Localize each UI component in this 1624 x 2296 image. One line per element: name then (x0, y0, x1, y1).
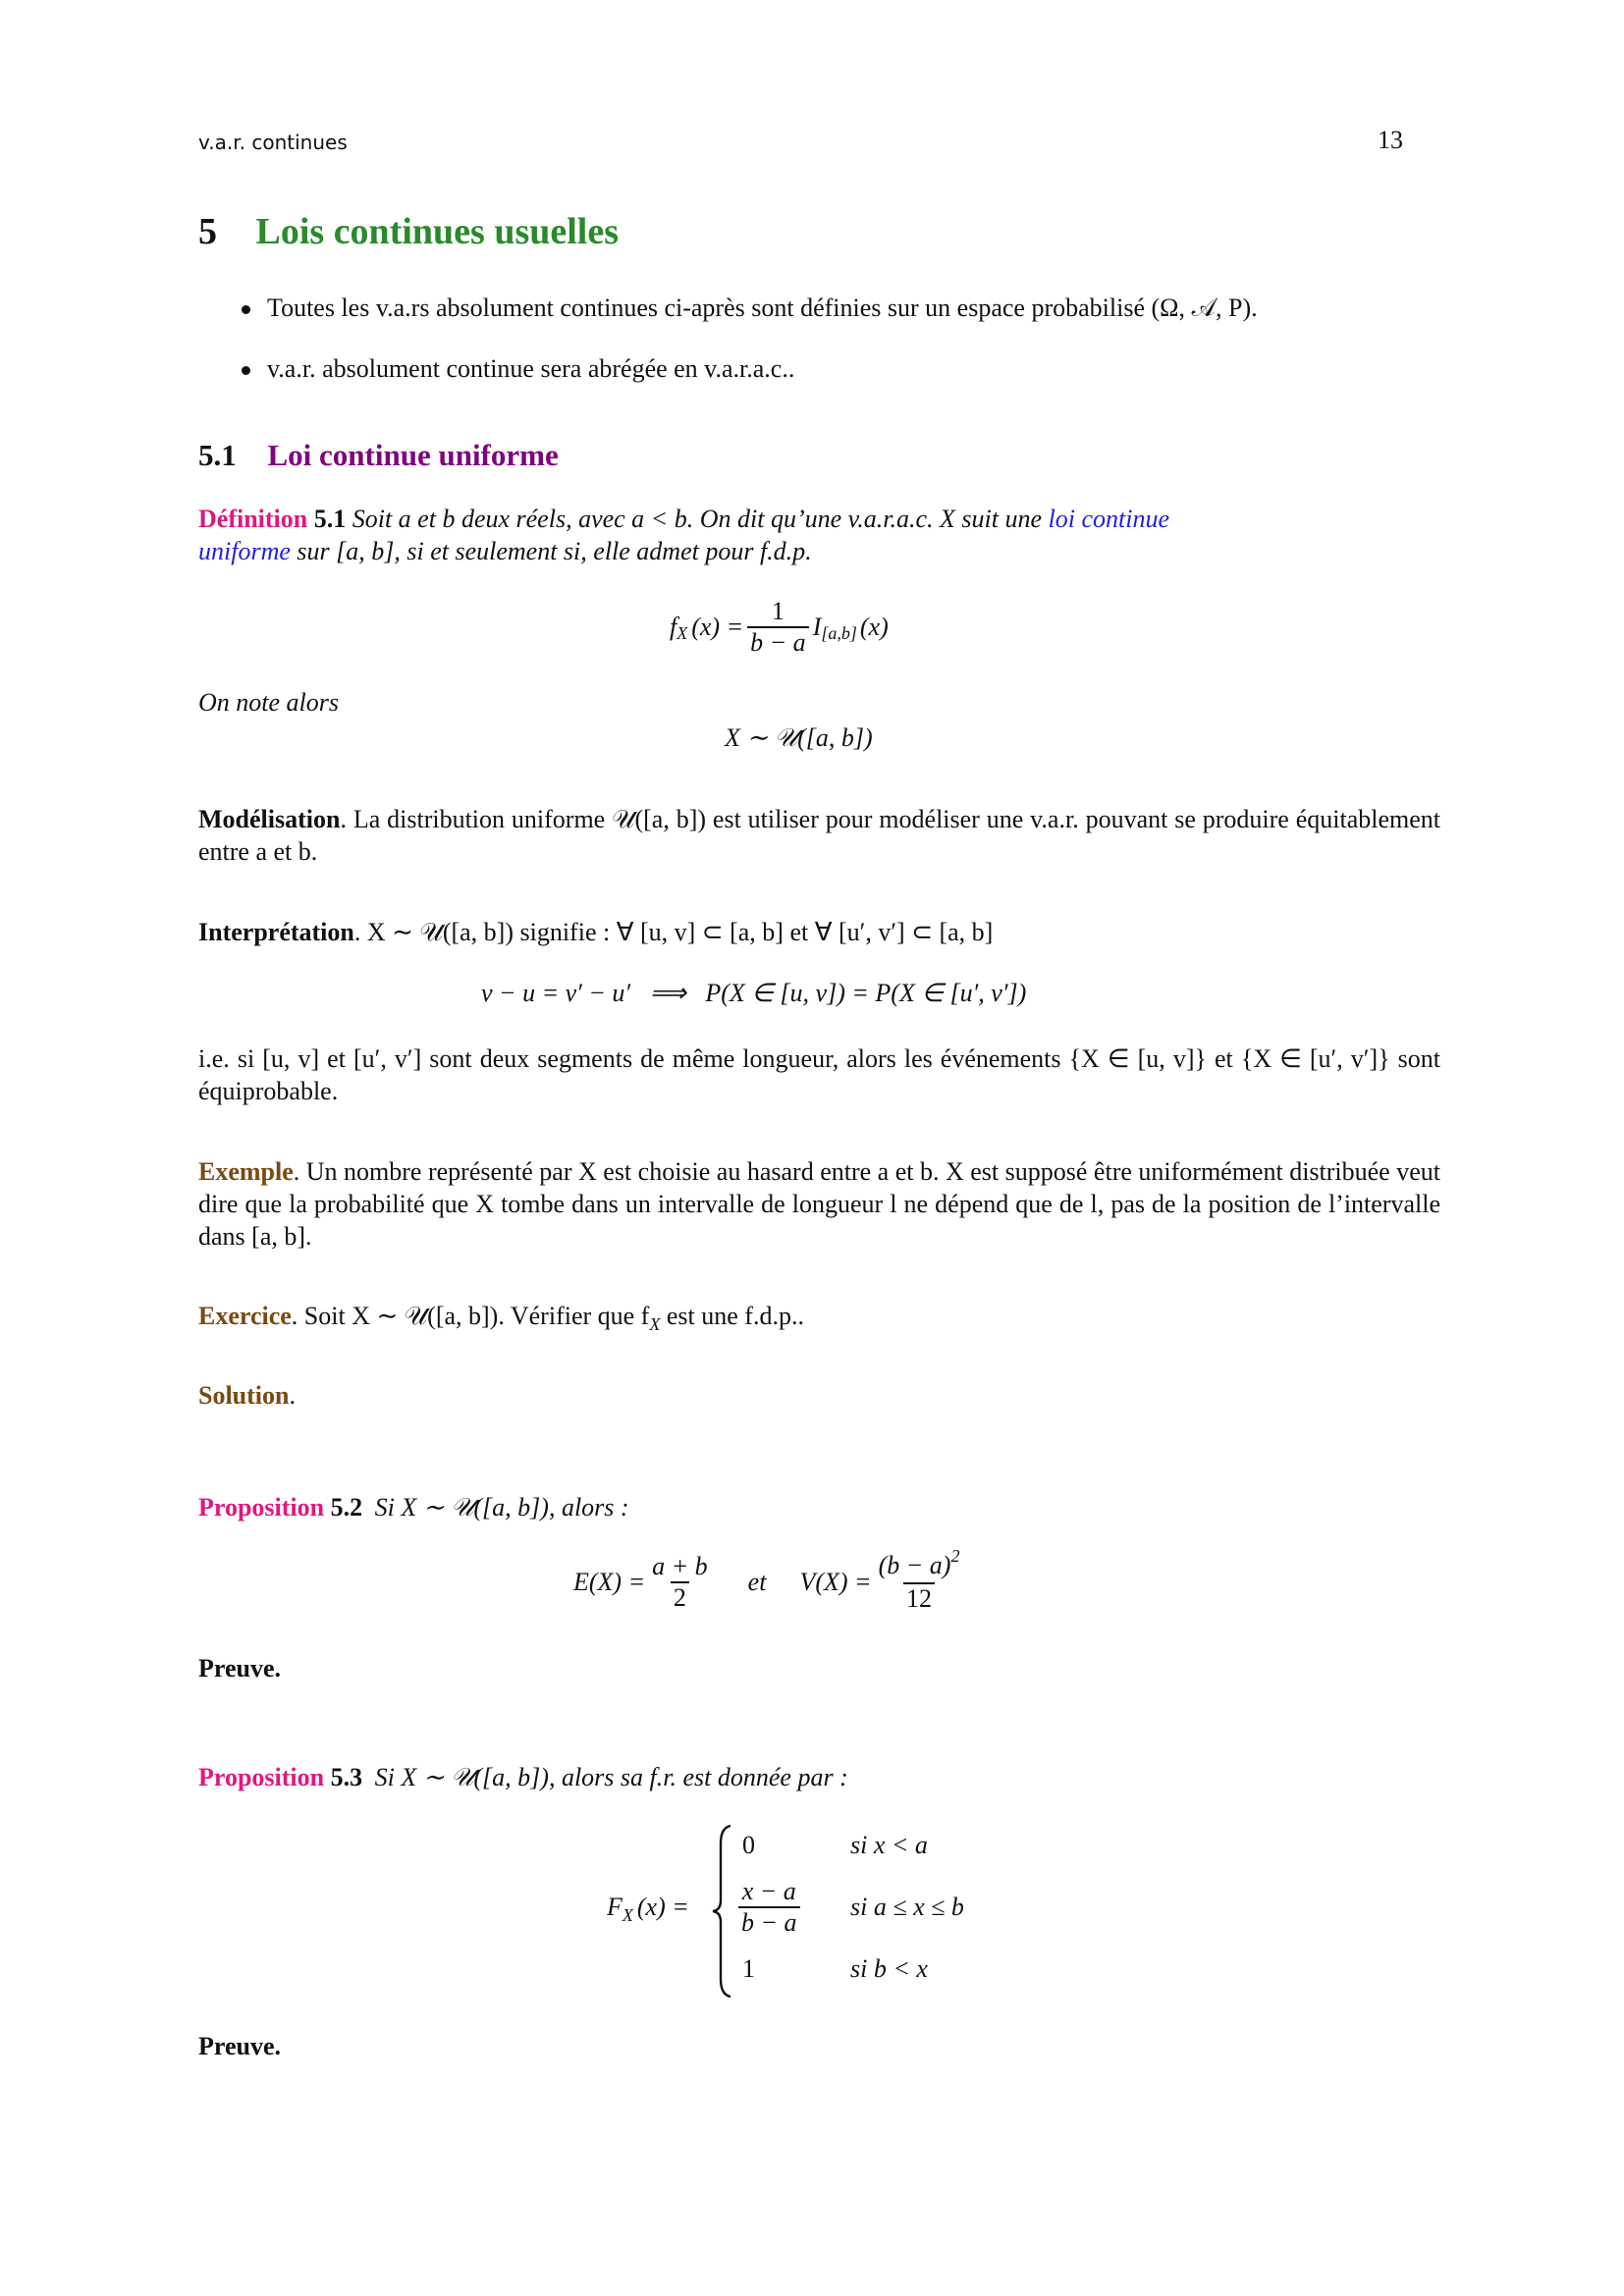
variance-lhs: V(X) = (799, 1568, 872, 1596)
variance-denominator: 12 (903, 1582, 935, 1614)
proposition-number: 5.3 (330, 1763, 363, 1791)
indicator-sub: [a,b] (821, 622, 857, 643)
section-title: Lois continues usuelles (255, 211, 620, 252)
proof-label: Preuve. (198, 1654, 281, 1682)
expectation-variance-formula (573, 1546, 966, 1614)
cdf-lhs (607, 1893, 689, 1925)
subsection-number: 5.1 (198, 438, 237, 472)
definition-link-part1[interactable]: loi continue (1048, 505, 1170, 533)
definition-line-1 (198, 503, 1169, 535)
modelisation-paragraph (198, 803, 1440, 868)
case-2-fraction (738, 1877, 800, 1938)
exemple-text: . Un nombre représenté par X est choisie au hasard entre a et b. X est supposé être uniformément distribuée veut dire que la probabilité que X tombe dans un intervalle de longueur l ne dépend que de l, pas de la position de l’intervalle dans [a, b]. (198, 1157, 1440, 1251)
left-brace-icon (711, 1824, 734, 1999)
subsection-heading (198, 438, 559, 473)
definition-link-part2[interactable]: uniforme (198, 537, 291, 565)
case-3-condition: si b < x (850, 1954, 928, 1983)
proposition-number: 5.2 (330, 1493, 363, 1522)
variance-fraction (876, 1546, 963, 1614)
cdf-fraction-numerator: x − a (741, 1877, 796, 1905)
modelisation-text: . La distribution uniforme 𝒰([a, b]) est utiliser pour modéliser une v.a.r. pouvant se produire équitablement entre a et b. (198, 805, 1440, 866)
expectation-denominator: 2 (671, 1581, 689, 1613)
formula-sub: X (677, 622, 688, 643)
cdf-sub: X (622, 1905, 633, 1925)
running-header: v.a.r. continues (198, 131, 348, 154)
interpretation-label: Interprétation (198, 918, 354, 946)
exercice-line (198, 1300, 804, 1335)
proposition-label: Proposition (198, 1763, 325, 1791)
notation-formula: X ∼ 𝒰([a, b]) (725, 723, 873, 752)
note-text: On note alors (198, 688, 339, 717)
case-1-value: 0 (742, 1831, 755, 1859)
indicator-arg: (x) (859, 613, 889, 641)
variance-numerator-base: (b − a) (878, 1551, 951, 1579)
cdf-fraction-denominator: b − a (738, 1906, 800, 1938)
cdf-F: F (607, 1893, 623, 1921)
solution-dot: . (289, 1381, 296, 1410)
expectation-lhs: E(X) = (573, 1568, 646, 1596)
fraction (747, 597, 809, 658)
interpretation-conclusion: i.e. si [u, v] et [u′, v′] sont deux segments de même longueur, alors les événements {X ∈ [u, v]} et {X ∈ [u′, v′]} sont équiprobable. (198, 1044, 1440, 1105)
exercice-label: Exercice (198, 1302, 292, 1330)
bullet-item: v.a.r. absolument continue sera abrégée en v.a.r.a.c.. (267, 354, 795, 383)
definition-text-cont: sur [a, b], si et seulement si, elle admet pour f.d.p. (290, 537, 812, 565)
exemple-paragraph (198, 1155, 1440, 1253)
case-1-condition: si x < a (850, 1831, 928, 1859)
section-number: 5 (198, 211, 217, 252)
definition-label: Définition (198, 505, 308, 533)
indicator: I (812, 613, 822, 641)
expectation-fraction (649, 1552, 711, 1613)
interpretation-text: . X ∼ 𝒰([a, b]) signifie : ∀ [u, v] ⊂ [a, b] et ∀ [u′, v′] ⊂ [a, b] (353, 918, 994, 946)
bullet-icon (242, 305, 250, 314)
subsection-title: Loi continue uniforme (267, 438, 559, 472)
definition-text: Soit a et b deux réels, avec a < b. On dit qu’une v.a.r.a.c. X suit une (352, 505, 1049, 533)
bullet-item: Toutes les v.a.rs absolument continues ci-après sont définies sur un espace probabilisé (Ω, 𝒜, P). (267, 294, 1258, 322)
formula-f: f (670, 613, 677, 641)
definition-number: 5.1 (313, 505, 347, 533)
proposition-label: Proposition (198, 1493, 325, 1522)
exercice-sub: X (649, 1314, 661, 1334)
proof-label: Preuve. (198, 2032, 281, 2060)
bullet-icon (242, 366, 250, 375)
expectation-numerator: a + b (652, 1552, 708, 1580)
et-connector: et (747, 1568, 767, 1596)
solution-label: Solution (198, 1381, 290, 1410)
variance-numerator (876, 1546, 963, 1582)
page-number: 13 (1378, 126, 1403, 154)
fraction-numerator: 1 (771, 597, 785, 625)
cdf-arg: (x) = (636, 1893, 689, 1921)
exercice-text-end: est une f.d.p.. (660, 1302, 804, 1330)
proposition-5-3 (198, 1761, 848, 1793)
variance-exponent: 2 (950, 1546, 960, 1566)
exercice-text: . Soit X ∼ 𝒰([a, b]). Vérifier que f (291, 1302, 650, 1330)
interpretation-line (198, 916, 993, 948)
section-heading (198, 210, 619, 253)
fraction-denominator: b − a (747, 626, 809, 658)
case-2-condition: si a ≤ x ≤ b (850, 1893, 964, 1921)
proposition-5-2 (198, 1491, 629, 1523)
cdf-fraction (738, 1877, 800, 1938)
pdf-formula (670, 597, 889, 658)
case-3-value: 1 (742, 1954, 755, 1983)
solution-line (198, 1379, 296, 1412)
definition-line-2 (198, 535, 812, 567)
modelisation-label: Modélisation (198, 805, 341, 833)
proposition-statement: Si X ∼ 𝒰([a, b]), alors sa f.r. est donnée par : (374, 1763, 848, 1791)
formula-arg: (x) = (691, 613, 744, 641)
exemple-label: Exemple (198, 1157, 294, 1186)
proposition-statement: Si X ∼ 𝒰([a, b]), alors : (374, 1493, 629, 1522)
interpretation-formula: v − u = v′ − u′ ⟹ P(X ∈ [u, v]) = P(X ∈ [u′, v′]) (481, 979, 1027, 1007)
